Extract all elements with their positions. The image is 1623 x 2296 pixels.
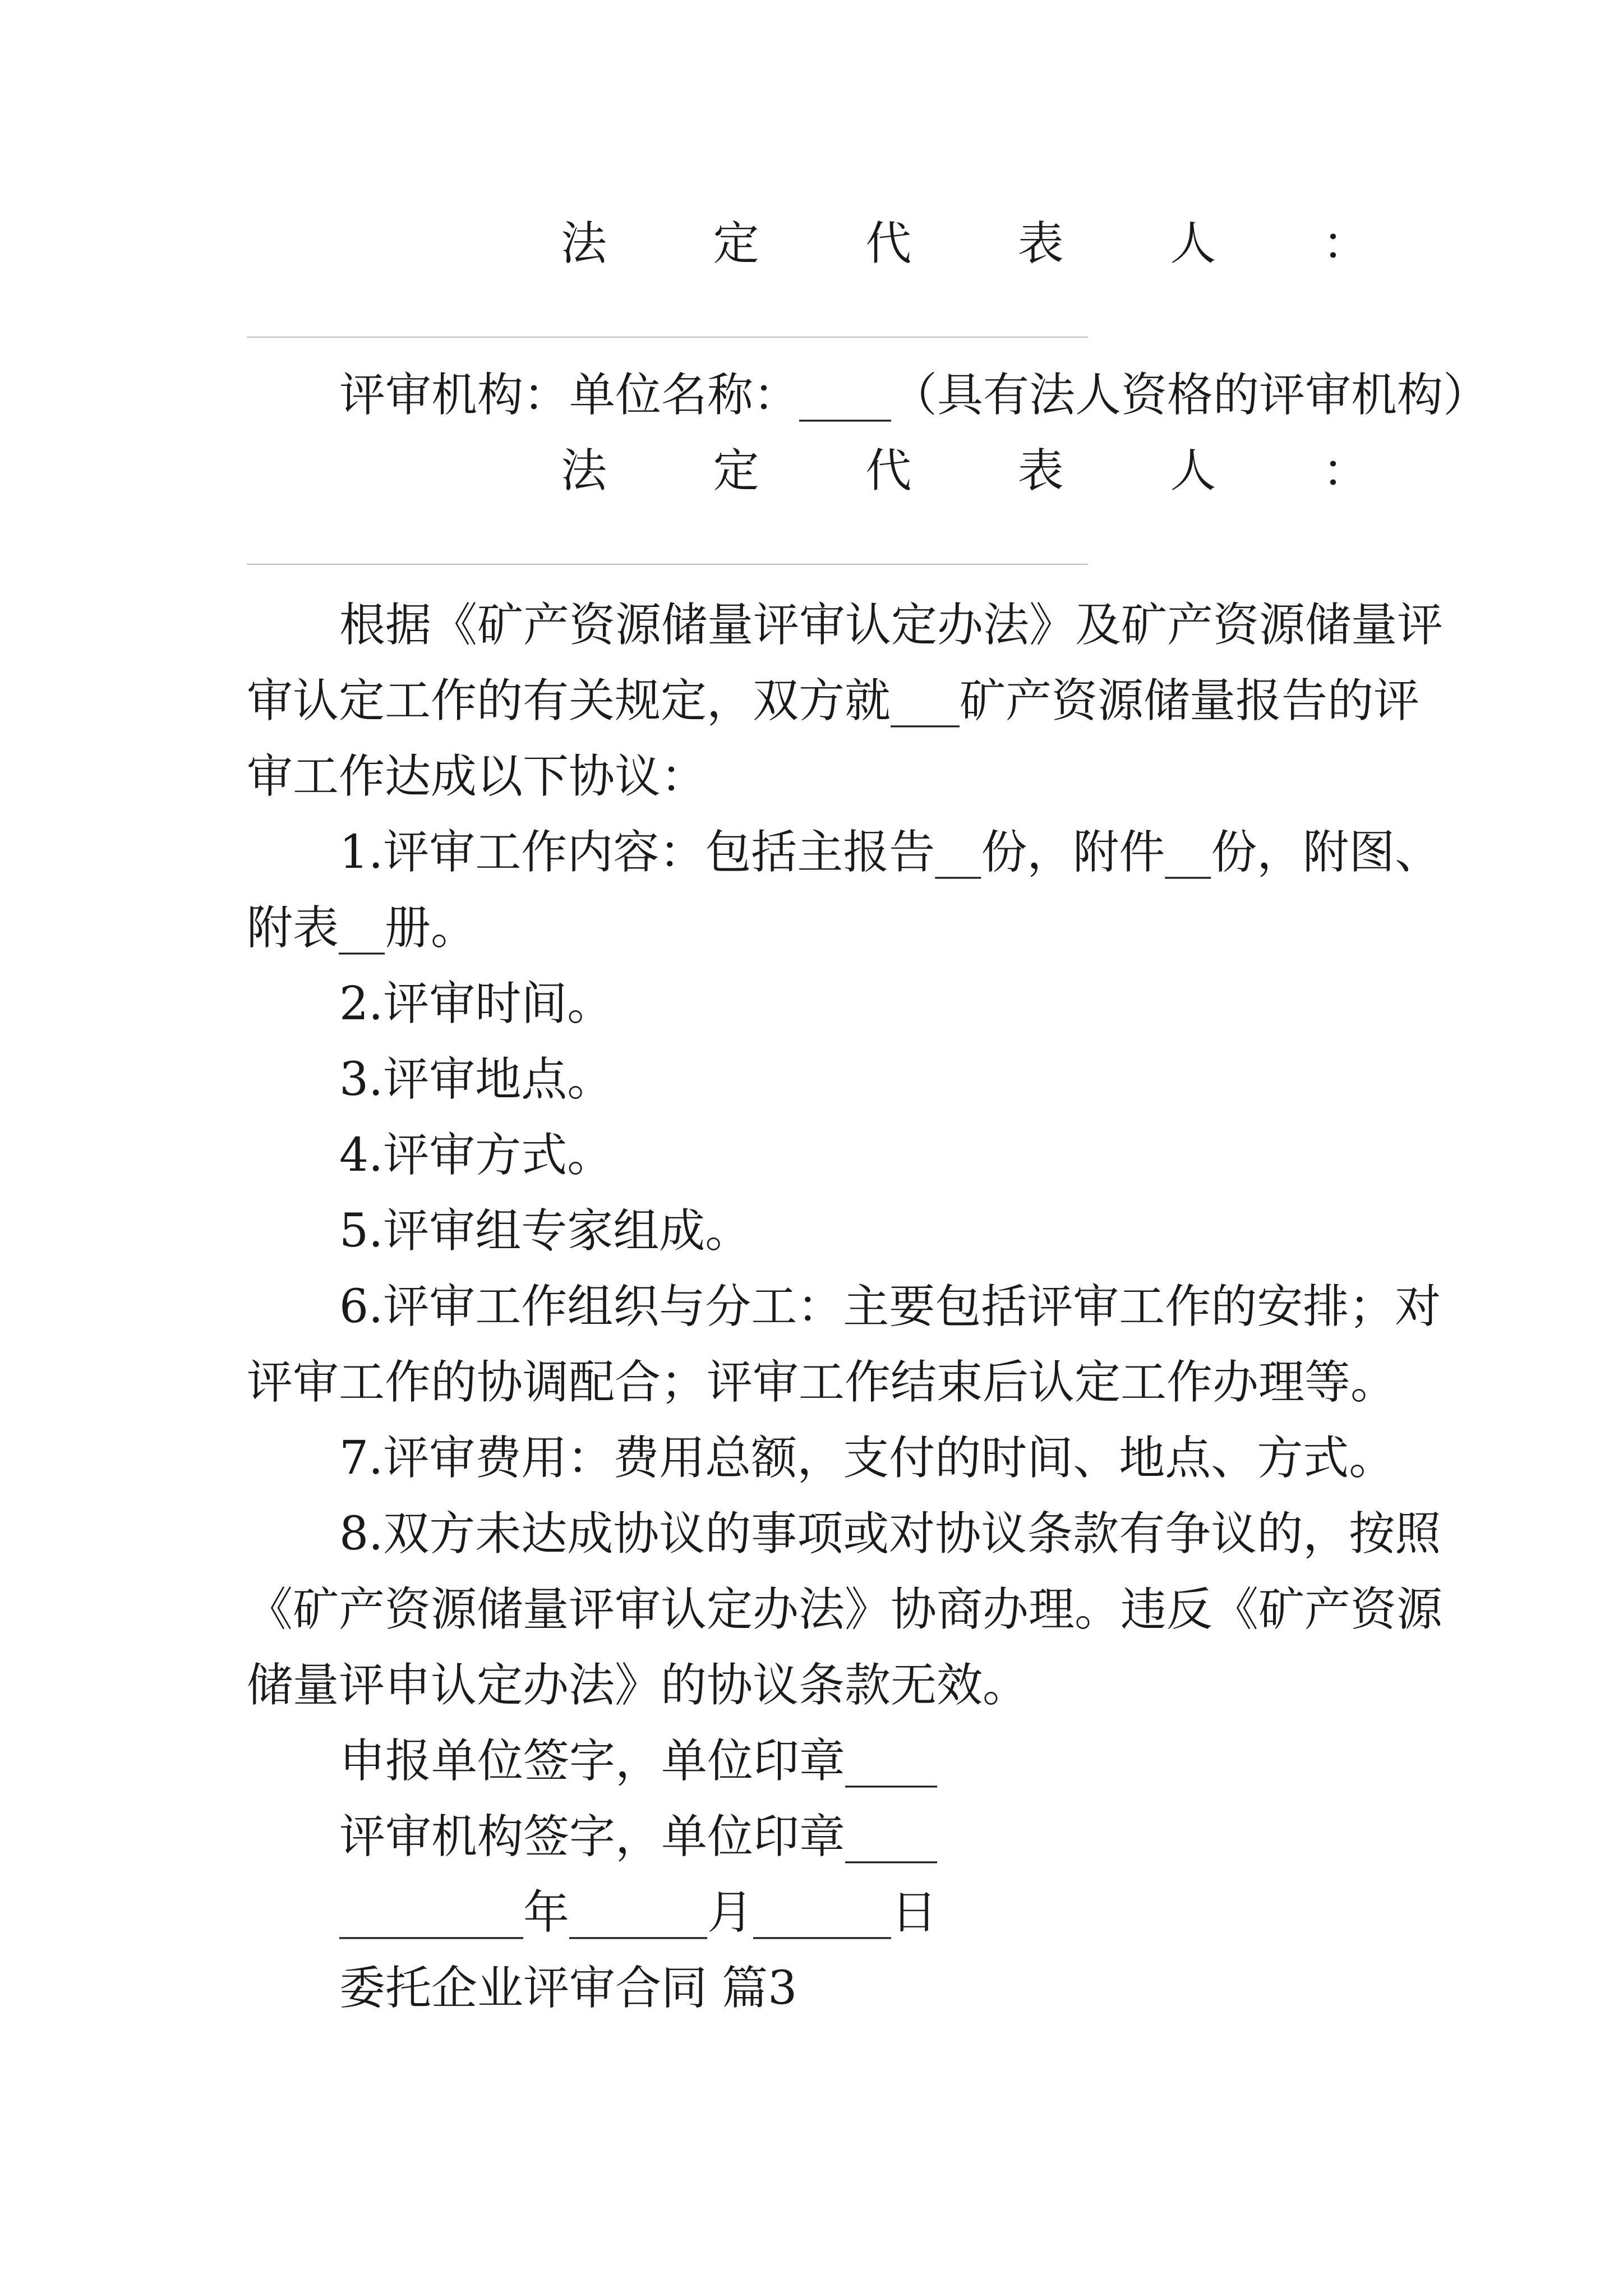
applicant-signature-line: 申报单位签字，单位印章____ xyxy=(339,1734,938,1788)
legal-rep-char: 法 xyxy=(561,217,607,270)
legal-rep-char: 人 xyxy=(1170,444,1216,498)
legal-rep-char: 代 xyxy=(865,217,912,270)
item-5: 5.评审组专家组成。 xyxy=(339,1204,751,1258)
legal-representative-line-2 xyxy=(0,443,1623,499)
intro-line-3: 审工作达成以下协议： xyxy=(247,750,707,803)
item-8-line-1: 8.双方未达成协议的事项或对协议条款有争议的，按照 xyxy=(339,1507,1441,1561)
item-7: 7.评审费用：费用总额，支付的时间、地点、方式。 xyxy=(339,1432,1395,1485)
item-6-line-2: 评审工作的协调配合；评审工作结束后认定工作办理等。 xyxy=(247,1356,1397,1409)
date-line: ________年______月______日 xyxy=(339,1886,937,1939)
item-8-line-2: 《矿产资源储量评审认定办法》协商办理。违反《矿产资源 xyxy=(247,1583,1443,1636)
review-org-signature-line: 评审机构签字，单位印章____ xyxy=(339,1810,938,1864)
intro-line-2: 审认定工作的有关规定，双方就___矿产资源储量报告的评 xyxy=(247,674,1420,728)
item-1-line-1: 1.评审工作内容：包括主报告__份，附件__份，附图、 xyxy=(339,826,1441,879)
legal-rep-char: 法 xyxy=(561,444,607,498)
legal-rep-char: 定 xyxy=(713,217,759,270)
review-org-line: 评审机构：单位名称：____（具有法人资格的评审机构） xyxy=(339,369,1490,422)
intro-line-1: 根据《矿产资源储量评审认定办法》及矿产资源储量评 xyxy=(339,599,1444,652)
item-8-line-3: 储量评申认定办法》的协议条款无效。 xyxy=(247,1659,1029,1712)
item-3: 3.评审地点。 xyxy=(339,1053,614,1106)
legal-rep-char: 人 xyxy=(1170,217,1216,270)
next-section-title: 委托企业评审合同 篇3 xyxy=(339,1962,797,2015)
item-2: 2.评审时间。 xyxy=(339,977,614,1030)
legal-rep-char: 表 xyxy=(1017,444,1064,498)
legal-rep-char: ： xyxy=(1322,444,1368,498)
item-6-line-1: 6.评审工作组织与分工：主要包括评审工作的安排；对 xyxy=(339,1280,1441,1333)
legal-rep-char: 表 xyxy=(1017,217,1064,270)
legal-rep-char: 定 xyxy=(713,444,759,498)
signature-rule-2 xyxy=(247,564,1088,565)
legal-representative-line-1 xyxy=(0,216,1623,272)
signature-rule-1 xyxy=(247,337,1088,338)
legal-rep-char: 代 xyxy=(865,444,912,498)
legal-rep-char: ： xyxy=(1322,217,1368,270)
item-4: 4.评审方式。 xyxy=(339,1129,614,1182)
item-1-line-2: 附表__册。 xyxy=(247,901,477,955)
